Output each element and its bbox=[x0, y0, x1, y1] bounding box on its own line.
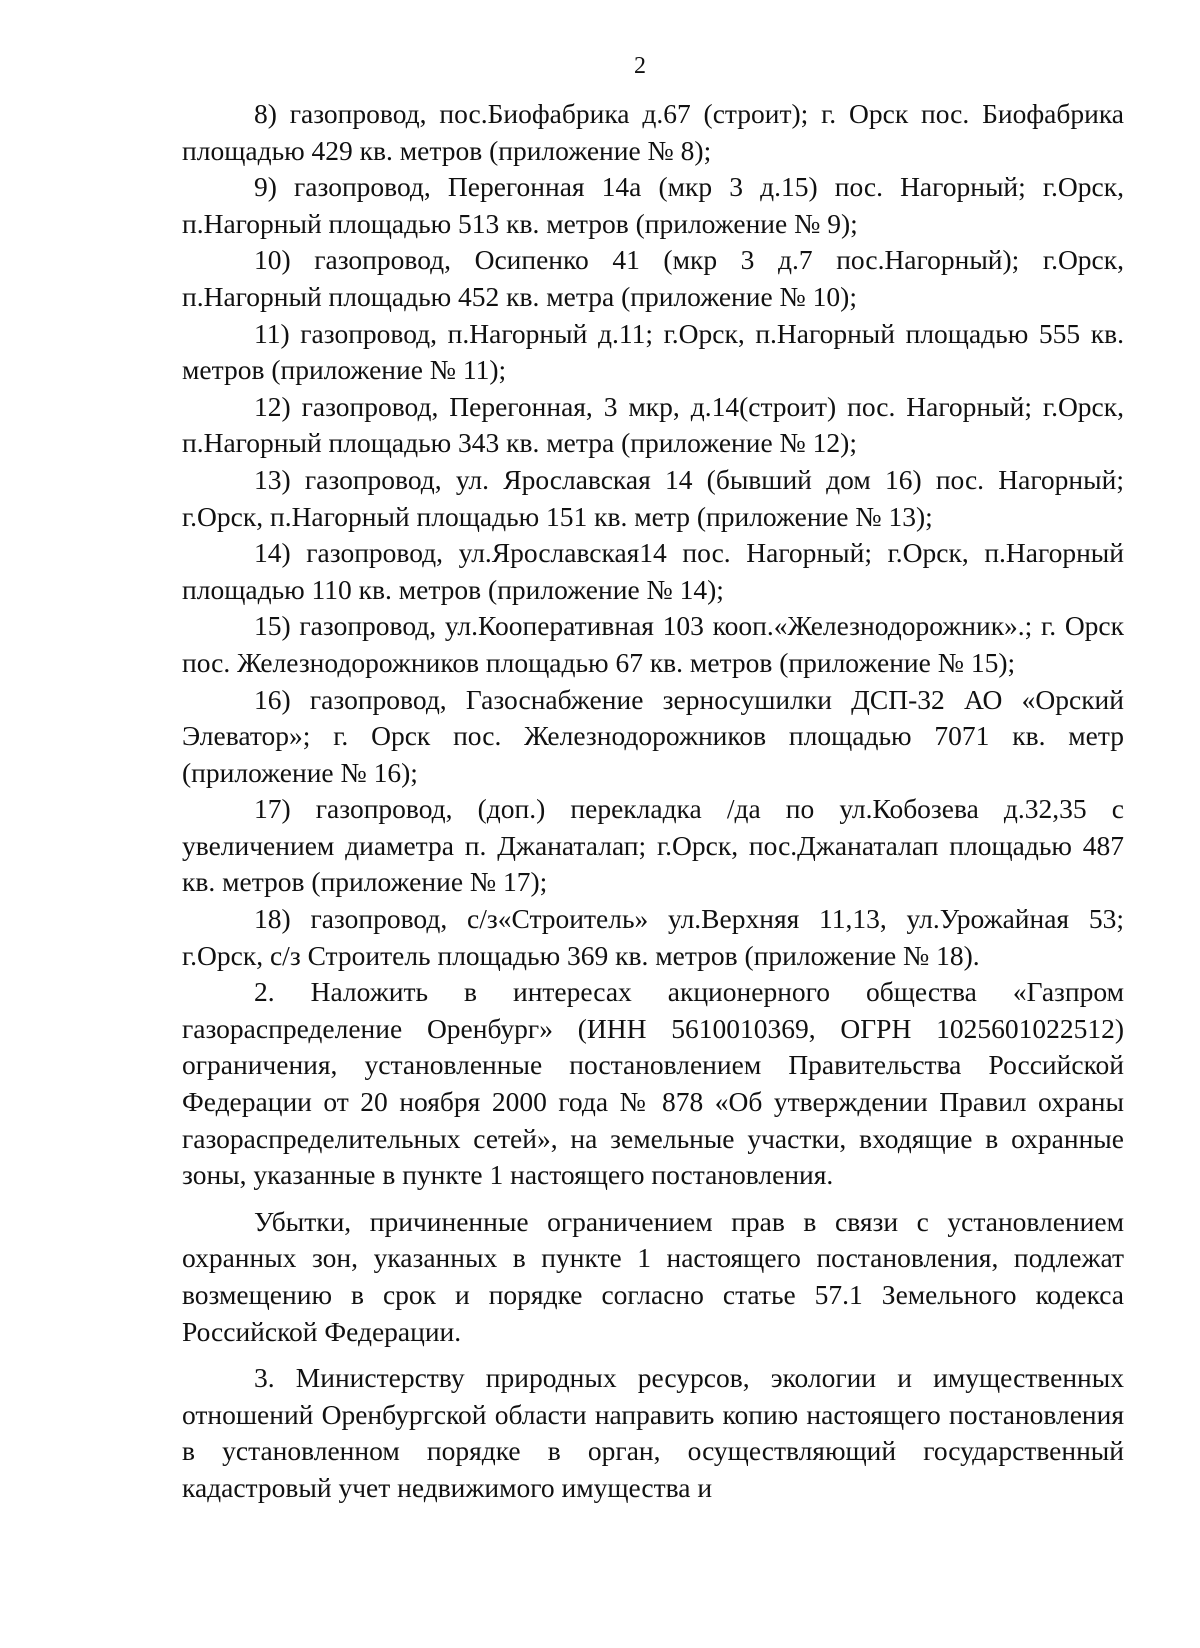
paragraph-item-13: 13) газопровод, ул. Ярославская 14 (бывший дом 16) пос. Нагорный; г.Орск, п.Нагорный площадью 151 кв. метр (приложение № 13); bbox=[182, 463, 1124, 532]
paragraph-item-14: 14) газопровод, ул.Ярославская14 пос. Нагорный; г.Орск, п.Нагорный площадью 110 кв. метров (приложение № 14); bbox=[182, 537, 1124, 605]
paragraph-item-17: 17) газопровод, (доп.) перекладка /да по ул.Кобозева д.32,35 с увеличением диаметра п. Джанаталап; г.Орск, пос.Джанаталап площадью 487 кв. метров (приложение № 17); bbox=[182, 793, 1124, 898]
paragraph-section-2: 2. Наложить в интересах акционерного общества «Газпром газораспределение Оренбург» (ИНН 5610010369, ОГРН 1025601022512) ограничения, установленные постановлением Правительства Российской Федерации от 20 ноября 2000 года № 878 «Об утверждении Правил охраны газораспределительных сетей», на земельные участки, входящие в охранные зоны, указанные в пункте 1 настоящего постановления. bbox=[182, 976, 1124, 1191]
paragraph-item-12: 12) газопровод, Перегонная, 3 мкр, д.14(строит) пос. Нагорный; г.Орск, п.Нагорный площадью 343 кв. метра (приложение № 12); bbox=[182, 390, 1124, 459]
paragraph-section-3: 3. Министерству природных ресурсов, экологии и имущественных отношений Оренбургской области направить копию настоящего постановления в установленном порядке в орган, осуществляющий государственный кадастровый учет недвижимого имущества и bbox=[182, 1362, 1124, 1503]
paragraph-item-9: 9) газопровод, Перегонная 14а (мкр 3 д.15) пос. Нагорный; г.Орск, п.Нагорный площадью 513 кв. метров (приложение № 9); bbox=[182, 171, 1124, 239]
paragraph-damages: Убытки, причиненные ограничением прав в связи с установлением охранных зон, указанных в пункте 1 настоящего постановления, подлежат возмещению в срок и порядке согласно статье 57.1 Земельного кодекса Российской Федерации. bbox=[182, 1205, 1124, 1347]
paragraph-item-18: 18) газопровод, с/з«Строитель» ул.Верхняя 11,13, ул.Урожайная 53; г.Орск, с/з Строитель площадью 369 кв. метров (приложение № 18). bbox=[182, 903, 1124, 971]
document-body bbox=[182, 96, 1124, 1507]
paragraph-item-10: 10) газопровод, Осипенко 41 (мкр 3 д.7 пос.Нагорный); г.Орск, п.Нагорный площадью 452 кв. метра (приложение № 10); bbox=[182, 244, 1124, 312]
paragraph-item-15: 15) газопровод, ул.Кооперативная 103 кооп.«Железнодорожник».; г. Орск пос. Железнодорожников площадью 67 кв. метров (приложение № 15); bbox=[182, 610, 1124, 678]
paragraph-item-11: 11) газопровод, п.Нагорный д.11; г.Орск, п.Нагорный площадью 555 кв. метров (приложение № 11); bbox=[182, 317, 1124, 386]
page-number: 2 bbox=[634, 53, 646, 79]
paragraph-item-8: 8) газопровод, пос.Биофабрика д.67 (строит); г. Орск пос. Биофабрика площадью 429 кв. метров (приложение № 8); bbox=[182, 98, 1124, 166]
paragraph-item-16: 16) газопровод, Газоснабжение зерносушилки ДСП-32 АО «Орский Элеватор»; г. Орск пос. Железнодорожников площадью 7071 кв. метр (приложение № 16); bbox=[182, 683, 1124, 788]
